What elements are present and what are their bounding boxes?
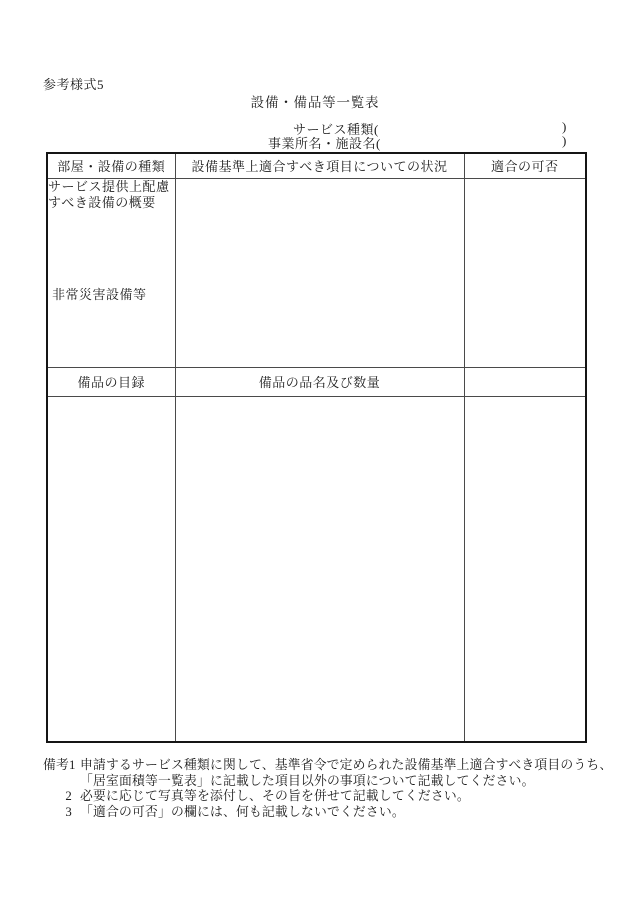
note-line-3 [43,805,583,821]
note-number-1b [43,774,80,790]
note-line-2 [43,789,583,805]
header-conformity-status: 設備基準上適合すべき項目についての状況 [175,153,464,178]
label-service-consideration-equipment: サービス提供上配慮すべき設備の概要 [48,178,170,210]
note-number-2: 2 [65,789,72,803]
establishment-name-blank [382,133,562,147]
cell-supplies-judgement-blank-2 [464,396,586,742]
table-row-supplies-blank [47,396,586,742]
note-text-2: 必要に応じて写真等を添付し、その旨を併せて記載してください。 [80,789,470,803]
note-text-1: 申請するサービス種類に関して、基準省令で定められた設備基準上適合すべき項目のうち、 [80,758,613,772]
cell-equipment-type-labels [47,178,175,367]
cell-supplies-catalog-label: 備品の目録 [47,367,175,396]
service-type-close-paren: ) [562,119,567,134]
cell-supplies-judgement-blank [464,367,586,396]
establishment-name-close-paren: ) [562,133,567,148]
table-row-equipment [47,178,586,367]
note-line-1-continued [43,774,583,790]
cell-supplies-name-quantity-label: 備品の品名及び数量 [175,367,464,396]
notes-section [43,758,613,820]
service-type-blank [382,119,562,133]
label-emergency-disaster-equipment: 非常災害設備等 [52,286,147,302]
note-text-1b: 「居室面積等一覧表」に記載した項目以外の事項について記載してください。 [80,773,535,788]
cell-supplies-list-blank [175,396,464,742]
header-conformity-judgement: 適合の可否 [464,153,586,178]
form-id: 参考様式5 [43,77,105,92]
note-number-3: 3 [65,804,72,819]
document-title: 設備・備品等一覧表 [250,95,380,110]
note-line-1 [43,758,613,774]
service-type-label: サービス種類( [293,122,379,137]
establishment-name-label: 事業所名・施設名( [268,136,381,151]
note-number-1: 備考1 [43,758,76,772]
note-text-3: 「適合の可否」の欄には、何も記載しないでください。 [80,804,405,819]
table-header-row [47,153,586,178]
cell-status-blank [175,178,464,367]
equipment-table [46,152,587,743]
service-type-field [0,119,630,137]
header-room-equipment-type: 部屋・設備の種類 [47,153,175,178]
cell-judgement-blank [464,178,586,367]
cell-supplies-catalog-blank [47,396,175,742]
table-row-supplies-header [47,367,586,396]
establishment-name-field [0,133,630,151]
